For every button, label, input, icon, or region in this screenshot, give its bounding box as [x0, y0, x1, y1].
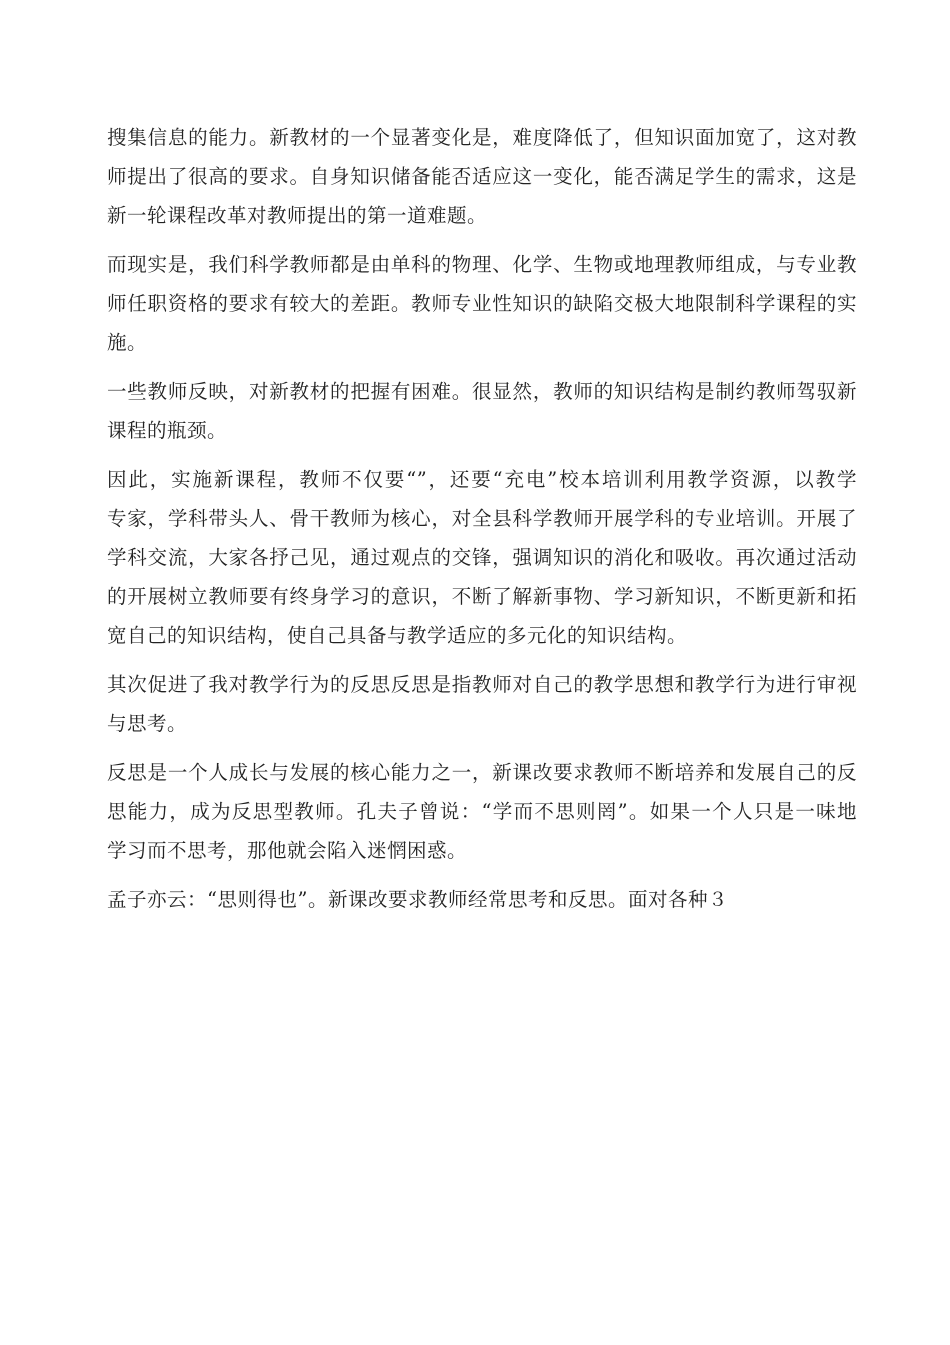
paragraph [107, 372, 857, 450]
text-line: 搜集信息的能力。新教材的一个显著变化是，难度降低了，但知识面加宽了，这对教 [107, 126, 857, 149]
text-line: 的开展树立教师要有终身学习的意识，不断了解新事物、学习新知识，不断更新和拓 [107, 585, 857, 608]
paragraph [107, 460, 857, 655]
text-line: 因此，实施新课程，教师不仅要“”，还要“充电”校本培训利用教学资源，以教学 [107, 468, 857, 491]
text-line: 一些教师反映，对新教材的把握有困难。很显然，教师的知识结构是制约教师驾驭新 [107, 380, 857, 403]
text-line: 孟子亦云：“思则得也”。新课改要求教师经常思考和反思。面对各种３ [107, 888, 728, 911]
text-line: 新一轮课程改革对教师提出的第一道难题。 [107, 204, 488, 227]
paragraph-gap [107, 235, 857, 245]
text-line: 其次促进了我对教学行为的反思反思是指教师对自己的教学思想和教学行为进行审视 [107, 673, 857, 696]
text-line: 思能力，成为反思型教师。孔夫子曾说：“学而不思则罔”。如果一个人只是一味地 [107, 800, 857, 823]
paragraph [107, 753, 857, 870]
paragraph-gap [107, 362, 857, 372]
paragraph-gap [107, 655, 857, 665]
paragraph-gap [107, 870, 857, 880]
text-line: 宽自己的知识结构，使自己具备与教学适应的多元化的知识结构。 [107, 624, 688, 647]
text-line: 反思是一个人成长与发展的核心能力之一，新课改要求教师不断培养和发展自己的反 [107, 761, 857, 784]
paragraph-gap [107, 450, 857, 460]
text-line: 施。 [107, 331, 148, 354]
text-line: 而现实是，我们科学教师都是由单科的物理、化学、生物或地理教师组成，与专业教 [107, 253, 857, 276]
text-line: 学习而不思考，那他就会陷入迷惘困惑。 [107, 839, 468, 862]
paragraph [107, 245, 857, 362]
text-line: 师任职资格的要求有较大的差距。教师专业性知识的缺陷交极大地限制科学课程的实 [107, 292, 857, 315]
paragraph [107, 118, 857, 235]
paragraph [107, 880, 857, 919]
text-line: 专家，学科带头人、骨干教师为核心，对全县科学教师开展学科的专业培训。开展了 [107, 507, 857, 530]
paragraph [107, 665, 857, 743]
text-line: 课程的瓶颈。 [107, 419, 228, 442]
paragraph-gap [107, 743, 857, 753]
body-text [107, 118, 857, 919]
text-line: 学科交流，大家各抒己见，通过观点的交锋，强调知识的消化和吸收。再次通过活动 [107, 546, 857, 569]
text-line: 与思考。 [107, 712, 188, 735]
text-line: 师提出了很高的要求。自身知识储备能否适应这一变化，能否满足学生的需求，这是 [107, 165, 857, 188]
